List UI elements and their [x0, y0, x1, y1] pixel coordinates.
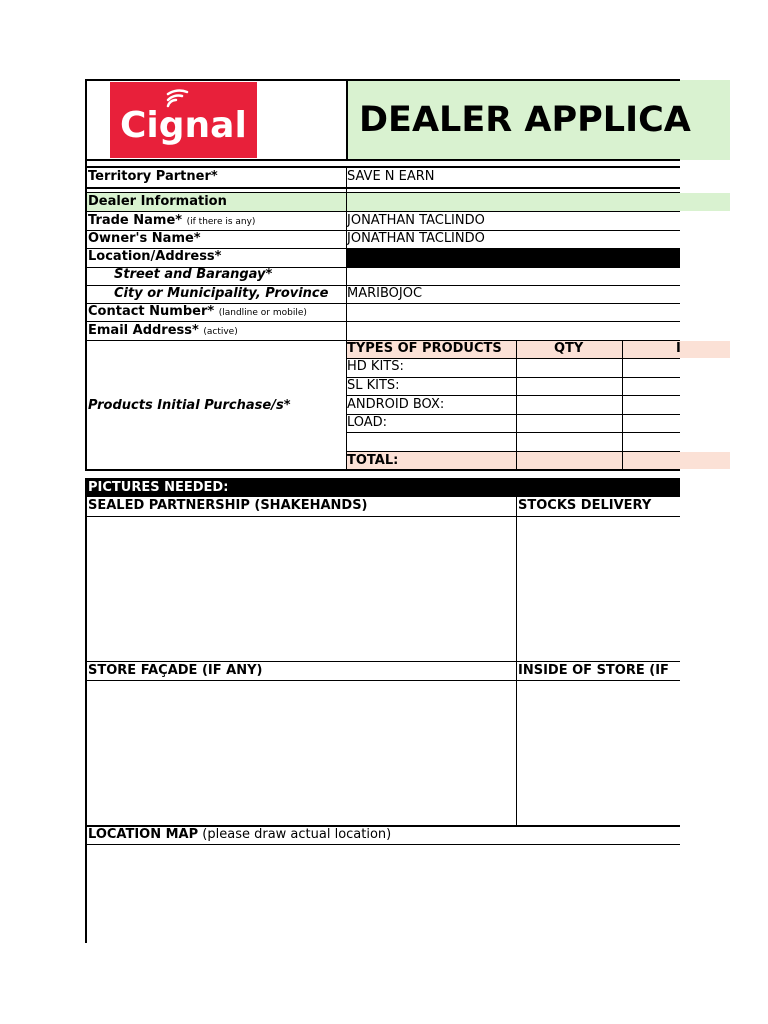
pictures-header: PICTURES NEEDED:: [88, 480, 229, 495]
location-map-label: LOCATION MAP (please draw actual location): [88, 827, 392, 842]
store-facade-label: STORE FAÇADE (IF ANY): [88, 663, 263, 678]
location-label: Location/Address*: [88, 249, 222, 264]
qty-cells[interactable]: [517, 359, 622, 451]
contact-label: Contact Number* (landline or mobile): [88, 304, 307, 319]
col-types-header: TYPES OF PRODUCTS: [347, 341, 502, 356]
contact-value-field[interactable]: [347, 304, 680, 321]
city-value[interactable]: MARIBOJOC: [347, 286, 423, 301]
dealer-info-label: Dealer Information: [88, 194, 227, 209]
col-third-header: I: [676, 341, 681, 356]
inside-store-label: INSIDE OF STORE (IF: [518, 663, 669, 678]
col-qty-header: QTY: [554, 341, 584, 356]
products-total-row: [347, 452, 730, 469]
total-label: TOTAL:: [347, 453, 399, 468]
trade-name-value[interactable]: JONATHAN TACLINDO: [347, 213, 485, 228]
sealed-partnership-label: SEALED PARTNERSHIP (SHAKEHANDS): [88, 498, 368, 513]
product-row-load: LOAD:: [347, 415, 388, 430]
product-row-hd: HD KITS:: [347, 359, 404, 374]
trade-name-note: (if there is any): [186, 217, 256, 227]
stocks-delivery-photo-area[interactable]: [517, 517, 680, 661]
logo-text: Cignal: [120, 105, 247, 146]
location-map-area[interactable]: [87, 845, 680, 942]
email-note: (active): [203, 327, 238, 337]
product-row-android: ANDROID BOX:: [347, 397, 445, 412]
email-label: Email Address* (active): [88, 323, 238, 338]
territory-partner-label: Territory Partner*: [88, 169, 218, 184]
inside-store-photo-area[interactable]: [517, 681, 680, 825]
city-label: City or Municipality, Province: [114, 286, 329, 301]
location-value-field[interactable]: [347, 249, 680, 267]
street-value-field[interactable]: [347, 268, 680, 285]
contact-note: (landline or mobile): [218, 308, 307, 318]
sealed-partnership-photo-area[interactable]: [87, 517, 516, 661]
trade-name-label: Trade Name* (if there is any): [88, 213, 256, 228]
store-facade-photo-area[interactable]: [87, 681, 516, 825]
cignal-logo: [110, 82, 257, 158]
products-label: Products Initial Purchase/s*: [88, 398, 291, 413]
owner-name-value[interactable]: JONATHAN TACLINDO: [347, 231, 485, 246]
territory-partner-value[interactable]: SAVE N EARN: [347, 169, 435, 184]
street-label: Street and Barangay*: [114, 267, 273, 282]
product-row-sl: SL KITS:: [347, 378, 400, 393]
owner-name-label: Owner's Name*: [88, 231, 201, 246]
page-title: DEALER APPLICA: [359, 100, 691, 140]
stocks-delivery-label: STOCKS DELIVERY: [518, 498, 652, 513]
email-value-field[interactable]: [347, 322, 680, 339]
